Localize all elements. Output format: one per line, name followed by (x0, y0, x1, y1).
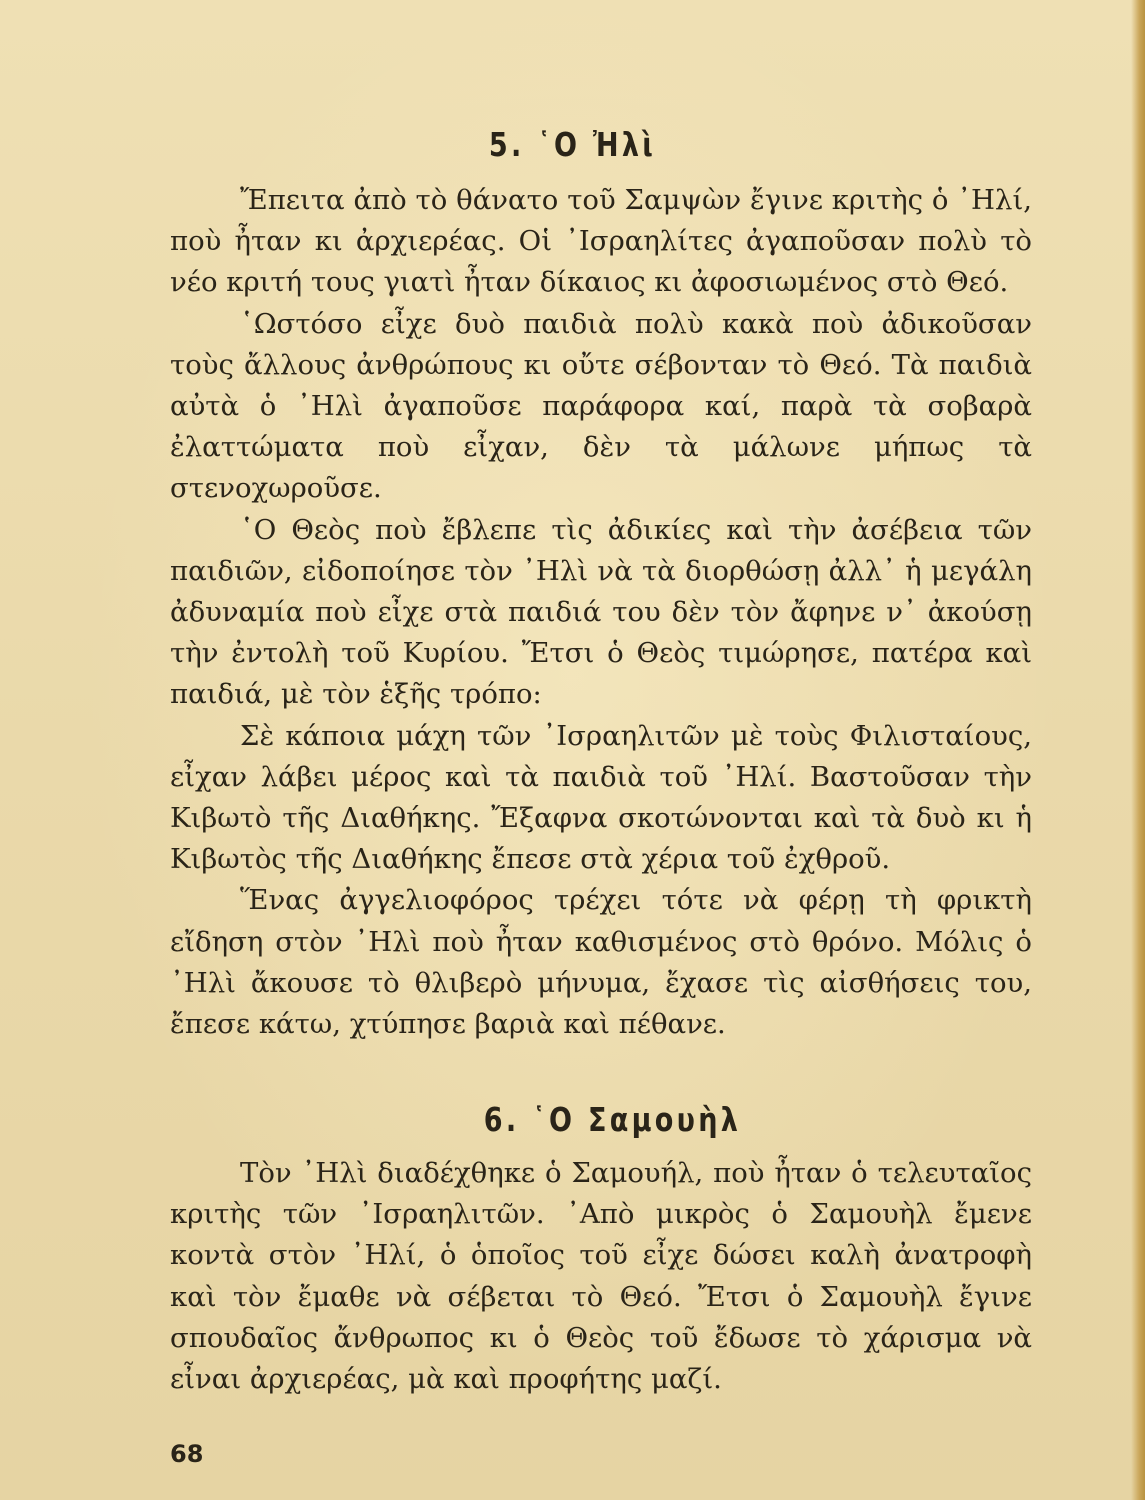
section-samuel-text (170, 1153, 1032, 1400)
page-number: 68 (170, 1440, 204, 1468)
paragraph: ῾Ο Θεὸς ποὺ ἔβλεπε τὶς ἀδικίες καὶ τὴν ἀσέβεια τῶν παιδιῶν, εἰδοποίησε τὸν ᾿Ηλὶ νὰ τὰ διορθώσῃ ἀλλ᾿ ἡ μεγάλη ἀδυναμία ποὺ εἶχε στὰ παιδιά του δὲν τὸν ἄφηνε ν᾿ ἀκούσῃ τὴν ἐντολὴ τοῦ Κυρίου. Ἔτσι ὁ Θεὸς τιμώρησε, πατέρα καὶ παιδιά, μὲ τὸν ἑξῆς τρόπο: (170, 513, 1032, 711)
paragraph: ῾Ωστόσο εἶχε δυὸ παιδιὰ πολὺ κακὰ ποὺ ἀδικοῦσαν τοὺς ἄλλους ἀνθρώπους κι οὔτε σέβονταν τὸ Θεό. Τὰ παιδιὰ αὐτὰ ὁ ᾿Ηλὶ ἀγαποῦσε παράφορα καί, παρὰ τὰ σοβαρὰ ἐλαττώματα ποὺ εἶχαν, δὲν τὰ μάλωνε μήπως τὰ στενοχωροῦσε. (170, 307, 1032, 505)
chapter-heading-eli: 5. ῾Ο Ἠλὶ (488, 125, 657, 164)
paragraph: Τὸν ᾿Ηλὶ διαδέχθηκε ὁ Σαμουήλ, ποὺ ἦταν ὁ τελευταῖος κριτὴς τῶν ᾿Ισραηλιτῶν. ᾿Απὸ μικρὸς ὁ Σαμουὴλ ἔμενε κοντὰ στὸν ᾿Ηλί, ὁ ὁποῖος τοῦ εἶχε δώσει καλὴ ἀνατροφὴ καὶ τὸν ἔμαθε νὰ σέβεται τὸ Θεό. Ἔτσι ὁ Σαμουὴλ ἔγινε σπουδαῖος ἄνθρωπος κι ὁ Θεὸς τοῦ ἔδωσε τὸ χάρισμα νὰ εἶναι ἀρχιερέας, μὰ καὶ προφήτης μαζί. (170, 1157, 1032, 1396)
paragraph: Σὲ κάποια μάχη τῶν ᾿Ισραηλιτῶν μὲ τοὺς Φιλισταίους, εἶχαν λάβει μέρος καὶ τὰ παιδιὰ τοῦ ᾿Ηλί. Βαστοῦσαν τὴν Κιβωτὸ τῆς Διαθήκης. Ἔξαφνα σκοτώνονται καὶ τὰ δυὸ κι ἡ Κιβωτὸς τῆς Διαθήκης ἔπεσε στὰ χέρια τοῦ ἐχθροῦ. (170, 719, 1032, 876)
page-edge-shadow (1131, 0, 1145, 1500)
paragraph: Ἔπειτα ἀπὸ τὸ θάνατο τοῦ Σαμψὼν ἔγινε κριτὴς ὁ ᾿Ηλί, ποὺ ἦταν κι ἀρχιερέας. Οἱ ᾿Ισραηλίτες ἀγαποῦσαν πολὺ τὸ νέο κριτή τους γιατὶ ἦταν δίκαιος κι ἀφοσιωμένος στὸ Θεό. (170, 184, 1032, 299)
paragraph: Ἕνας ἀγγελιοφόρος τρέχει τότε νὰ φέρῃ τὴ φρικτὴ εἴδηση στὸν ᾿Ηλὶ ποὺ ἦταν καθισμένος στὸ θρόνο. Μόλις ὁ ᾿Ηλὶ ἄκουσε τὸ θλιβερὸ μήνυμα, ἔχασε τὶς αἰσθήσεις του, ἔπεσε κάτω, χτύπησε βαριὰ καὶ πέθανε. (170, 884, 1032, 1041)
chapter-heading-samuel: 6. ῾Ο Σαμουὴλ (483, 1100, 742, 1139)
section-eli-text (170, 180, 1032, 1045)
